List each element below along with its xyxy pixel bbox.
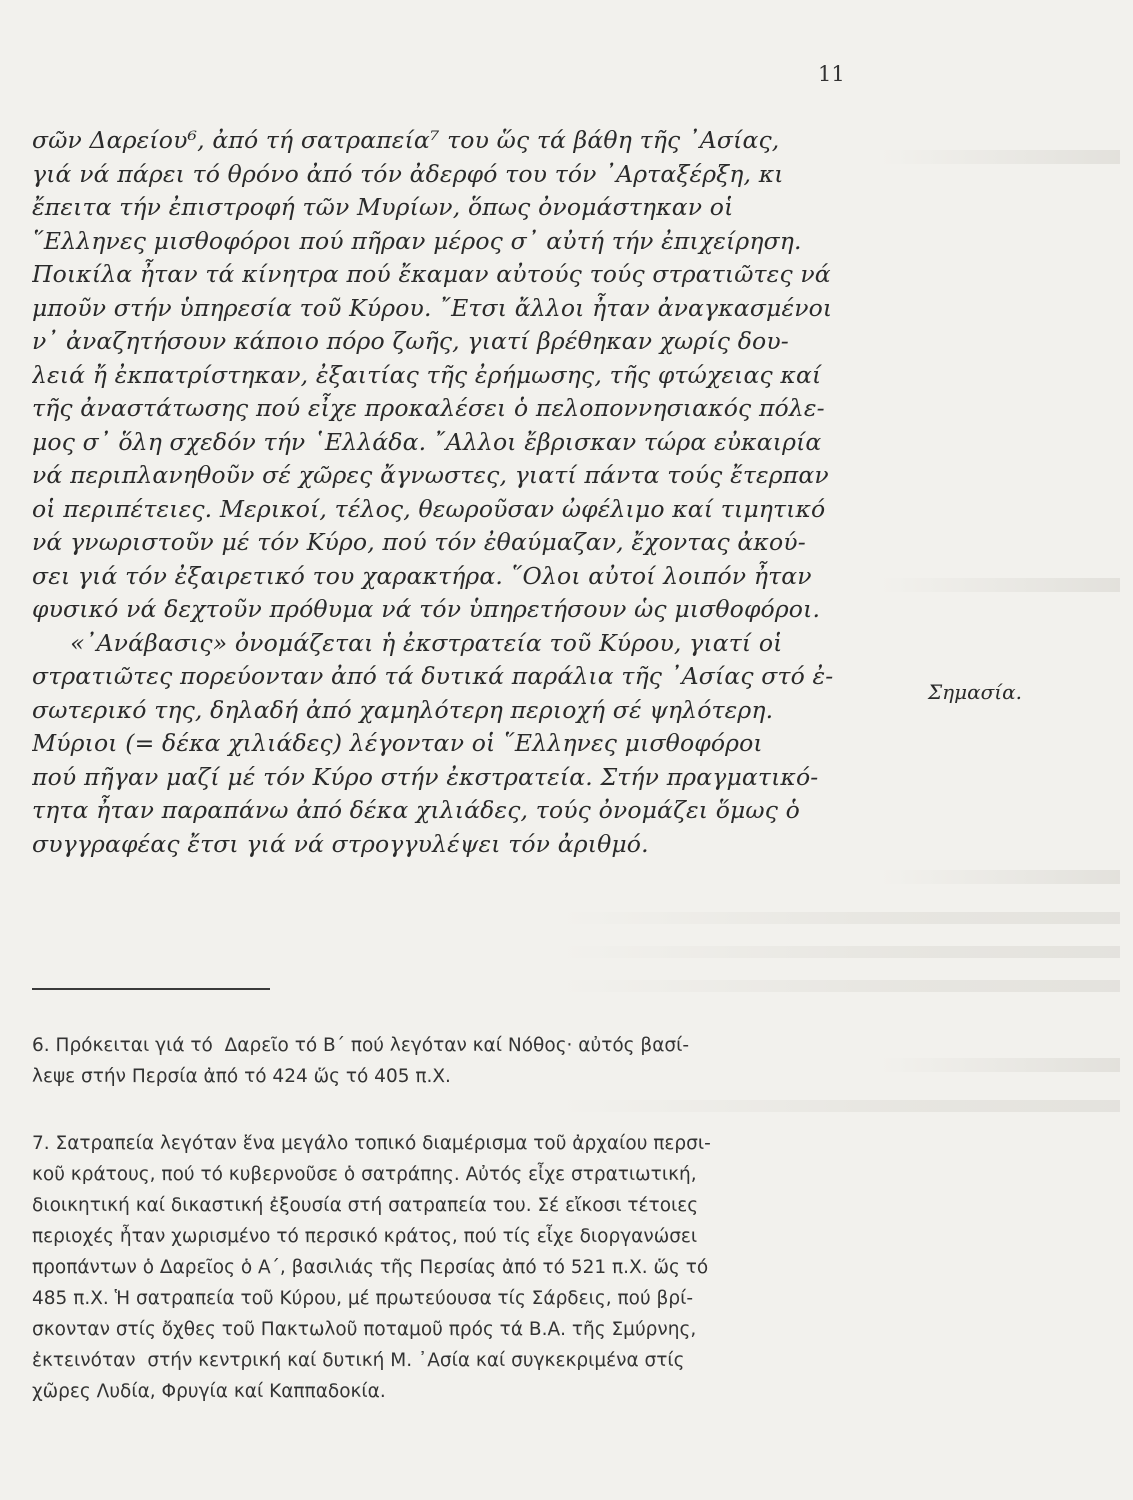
text-line: ν᾿ ἀναζητήσουν κάποιο πόρο ζωῆς, γιατί βρέθηκαν χωρίς δου- [32, 327, 789, 355]
text-line: λειά ἤ ἐκπατρίστηκαν, ἐξαιτίας τῆς ἐρήμωσης, τῆς φτώχειας καί [32, 360, 822, 389]
text-line: φυσικό νά δεχτοῦν πρόθυμα νά τόν ὑπηρετήσουν ὡς μισθοφόροι. [32, 595, 821, 623]
footnote-line: ἐκτεινόταν στήν κεντρική καί δυτική Μ. ᾿Ασία καί συγκεκριμένα στίς [32, 1350, 685, 1371]
footnote-line: προπάντων ὁ Δαρεῖος ὁ Α΄, βασιλιάς τῆς Περσίας ἀπό τό 521 π.Χ. ὥς τό [32, 1257, 709, 1278]
footnote-separator [32, 988, 270, 990]
text-line: νά γνωριστοῦν μέ τόν Κύρο, πού τόν ἐθαύμαζαν, ἔχοντας ἀκού- [32, 528, 806, 556]
show-through-mark [560, 946, 1120, 958]
text-line: σωτερικό της, δηλαδή ἀπό χαμηλότερη περιοχή σέ ψηλότερη. [32, 695, 774, 724]
text-line: στρατιῶτες πορεύονταν ἀπό τά δυτικά παράλια τῆς ᾿Ασίας στό ἐ- [32, 662, 834, 690]
text-line: πού πῆγαν μαζί μέ τόν Κύρο στήν ἐκστρατεία. Στήν πραγματικό- [32, 762, 819, 791]
show-through-mark [560, 1100, 1120, 1112]
text-line: οἱ περιπέτειες. Μερικοί, τέλος, θεωροῦσαν ὠφέλιμο καί τιμητικό [32, 494, 826, 523]
main-text [32, 124, 864, 861]
text-line: γιά νά πάρει τό θρόνο ἀπό τόν ἀδερφό του τόν ᾿Αρταξέρξη, κι [32, 159, 784, 188]
text-line: μποῦν στήν ὑπηρεσία τοῦ Κύρου. ῎Ετσι ἄλλοι ἦταν ἀναγκασμένοι [32, 293, 833, 322]
show-through-mark [560, 980, 1120, 992]
text-line: «᾿Ανάβασις» ὀνομάζεται ἡ ἐκστρατεία τοῦ Κύρου, γιατί οἱ [32, 628, 783, 657]
footnote-7 [32, 1128, 870, 1407]
footnote-line: σκονταν στίς ὄχθες τοῦ Πακτωλοῦ ποταμοῦ πρός τά Β.Α. τῆς Σμύρνης, [32, 1319, 697, 1340]
footnote-line: 6. Πρόκειται γιά τό Δαρεῖο τό Β΄ πού λεγόταν καί Νόθος· αὐτός βασί- [32, 1035, 690, 1056]
page-number: 11 [818, 62, 845, 86]
show-through-mark [880, 870, 1120, 884]
footnote-line: 7. Σατραπεία λεγόταν ἕνα μεγάλο τοπικό διαμέρισμα τοῦ ἀρχαίου περσι- [32, 1133, 711, 1154]
text-line: ἔπειτα τήν ἐπιστροφή τῶν Μυρίων, ὅπως ὀνομάστηκαν οἱ [32, 193, 734, 221]
footnote-line: χῶρες Λυδία, Φρυγία καί Καππαδοκία. [32, 1381, 386, 1402]
text-line: τητα ἦταν παραπάνω ἀπό δέκα χιλιάδες, τούς ὀνομάζει ὅμως ὁ [32, 796, 800, 824]
text-line: νά περιπλανηθοῦν σέ χῶρες ἄγνωστες, γιατί πάντα τούς ἔτερπαν [32, 461, 829, 489]
text-line: Μύριοι (= δέκα χιλιάδες) λέγονταν οἱ ῞Ελληνες μισθοφόροι [32, 729, 763, 757]
show-through-mark [880, 150, 1120, 164]
margin-note: Σημασία. [928, 680, 1022, 704]
text-line: μος σ᾿ ὅλη σχεδόν τήν ῾Ελλάδα. ῎Αλλοι ἔβρισκαν τώρα εὐκαιρία [32, 427, 822, 456]
footnote-line: 485 π.Χ. Ἡ σατραπεία τοῦ Κύρου, μέ πρωτεύουσα τίς Σάρδεις, πού βρί- [32, 1288, 694, 1309]
footnote-line: λεψε στήν Περσία ἀπό τό 424 ὥς τό 405 π.Χ. [32, 1066, 451, 1087]
footnote-6 [32, 1030, 870, 1092]
text-line: σει γιά τόν ἐξαιρετικό του χαρακτήρα. ῞Ολοι αὐτοί λοιπόν ἦταν [32, 561, 812, 590]
footnote-line: διοικητική καί δικαστική ἐξουσία στή σατραπεία του. Σέ εἴκοσι τέτοιες [32, 1195, 699, 1216]
footnote-line: περιοχές ἦταν χωρισμένο τό περσικό κράτος, πού τίς εἶχε διοργανώσει [32, 1226, 698, 1247]
show-through-mark [880, 578, 1120, 592]
text-line: συγγραφέας ἔτσι γιά νά στρογγυλέψει τόν ἀριθμό. [32, 829, 649, 858]
show-through-mark [560, 912, 1120, 924]
text-line: σῶν Δαρείου⁶, ἀπό τή σατραπεία⁷ του ὥς τά βάθη τῆς ᾿Ασίας, [32, 126, 780, 154]
text-line: τῆς ἀναστάτωσης πού εἶχε προκαλέσει ὁ πελοποννησιακός πόλε- [32, 394, 825, 422]
footnote-line: κοῦ κράτους, πού τό κυβερνοῦσε ὁ σατράπης. Αὐτός εἶχε στρατιωτική, [32, 1164, 697, 1185]
show-through-mark [880, 1058, 1120, 1072]
text-line: ῞Ελληνες μισθοφόροι πού πῆραν μέρος σ᾿ αὐτή τήν ἐπιχείρηση. [32, 226, 802, 255]
text-line: Ποικίλα ἦταν τά κίνητρα πού ἔκαμαν αὐτούς τούς στρατιῶτες νά [32, 260, 831, 288]
